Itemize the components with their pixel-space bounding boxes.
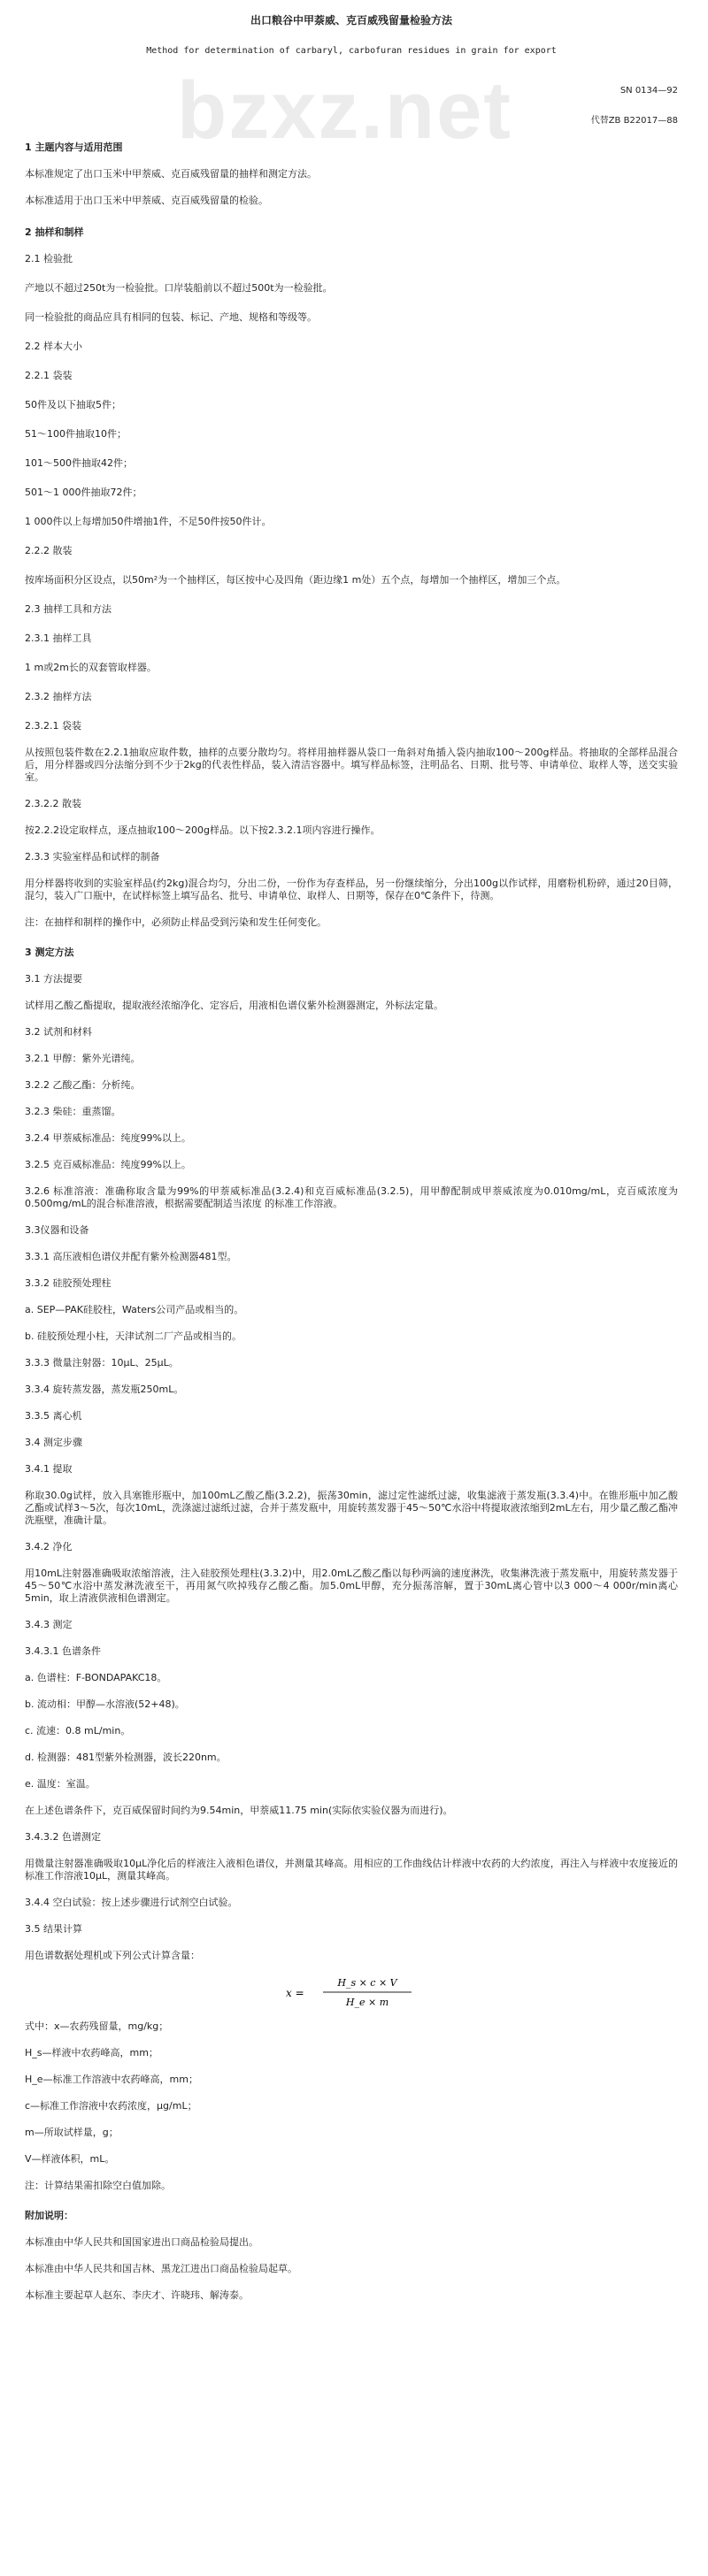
variable-definition: m—所取试样量，g； [25,2127,119,2138]
paragraph: 用色谱数据处理机或下列公式计算含量： [25,1950,200,1961]
subsection-heading: 2.2.2 散装 [25,545,73,556]
paragraph: 本标准由中华人民共和国吉林、黑龙江进出口商品检验局起草。 [25,2263,297,2274]
subsection-heading: 3.5 结果计算 [25,1923,82,1935]
note: 注：在抽样和制样的操作中，必须防止样品受到污染和发生任何变化。 [25,916,327,928]
section-heading: 1 主题内容与适用范围 [25,142,123,153]
subsection-heading: 3.2 试剂和材料 [25,1026,92,1038]
section-3 [25,947,678,2192]
paragraph: 按库场面积分区设点，以50m²为一个抽样区，每区按中心及四角（距边缘1 m处）五个点，每增加一个抽样区，增加三个点。 [25,574,566,586]
list-item: c. 流速：0.8 mL/min。 [25,1725,131,1736]
paragraph: 用10mL注射器准确吸取浓缩溶液，注入硅胶预处理柱(3.3.2)中，用2.0mL乙酸乙酯以每秒两滴的速度淋洗，收集淋洗液于蒸发瓶中，用旋转蒸发器于45～50℃水浴中蒸发淋洗液至干，再用氮气吹掉残存乙酸乙酯。加5.0mL甲醇，充分振荡溶解，置于30mL离心管中以3 000～4 000r/min离心5min，取上清液供液相色谱测定。 [25,1568,678,1604]
subsection-heading: 3.4.1 提取 [25,1463,73,1475]
document-title: 出口粮谷中甲萘威、克百威残留量检验方法 [250,14,452,27]
subsection-heading: 2.3 抽样工具和方法 [25,603,112,615]
variable-definition: 式中：x—农药残留量，mg/kg； [25,2020,169,2032]
paragraph: 用分样器将收到的实验室样品(约2kg)混合均匀，分出二份，一份作为存查样品，另一份继续缩分，分出100g以作试样，用磨粉机粉碎，通过20目筛，混匀，装入广口瓶中，在试样标签上填写品名、批号、申请单位、取样人、日期等，保存在0℃条件下，待测。 [25,878,678,901]
list-item: 3.2.4 甲萘威标准品：纯度99%以上。 [25,1132,191,1144]
standard-code: SN 0134—92 [620,86,678,96]
subsection-heading: 3.1 方法提要 [25,973,82,985]
paragraph: 称取30.0g试样，放入具塞锥形瓶中，加100mL乙酸乙酯(3.2.2)，振荡30min，滤过定性滤纸过滤，收集滤液于蒸发瓶(3.3.4)中。在锥形瓶中加乙酸乙酯或试样3～5次，每次10mL，洗涤滤过滤纸过滤，合并于蒸发瓶中，用旋转蒸发器于45～50℃水浴中将提取液浓缩到2mL左右，用少量乙酸乙酯冲洗瓶壁，准确计量。 [25,1490,678,1526]
note: 注：计算结果需扣除空白值加除。 [25,2180,171,2191]
formula-denominator: H_e × m [345,1997,389,2008]
list-item: 3.2.2 乙酸乙酯：分析纯。 [25,1079,141,1091]
list-item: a. 色谱柱：F-BONDAPAKC18。 [25,1672,167,1683]
subsection-heading: 2.2 样本大小 [25,341,82,352]
section-heading: 3 测定方法 [25,947,74,958]
list-item: 3.3.5 离心机 [25,1410,82,1422]
subsection-heading: 2.3.2.1 袋装 [25,720,81,732]
list-item: 51～100件抽取10件； [25,428,127,440]
variable-definition: H_s—样液中农药峰高，mm； [25,2047,158,2058]
paragraph: 试样用乙酸乙酯提取，提取液经浓缩净化、定容后，用液相色谱仪紫外检测器测定，外标法定量。 [25,1000,443,1011]
subsection-heading: 2.3.2 抽样方法 [25,691,92,702]
formula-numerator: H_s × c × V [337,1977,397,1989]
additional-notes [25,2210,678,2302]
list-item: 50件及以下抽取5件； [25,399,121,410]
list-item: b. 流动相：甲醇—水溶液(52+48)。 [25,1698,185,1710]
paragraph: 按2.2.2设定取样点，逐点抽取100～200g样品。以下按2.3.2.1项内容进行操作。 [25,824,381,836]
subsection-heading: 2.1 检验批 [25,253,73,264]
paragraph: 本标准适用于出口玉米中甲萘威、克百威残留量的检验。 [25,195,268,206]
list-item: b. 硅胶预处理小柱，天津试剂二厂产品或相当的。 [25,1330,242,1342]
paragraph: 本标准主要起草人赵东、李庆才、许晓玮、解涛泰。 [25,2289,249,2301]
list-item: 3.3.3 微量注射器：10μL、25μL。 [25,1357,179,1368]
subsection-heading: 3.4.3.1 色谱条件 [25,1645,101,1657]
formula-lhs: x = [286,1987,304,1999]
subsection-heading: 2.3.3 实验室样品和试样的制备 [25,851,160,862]
section-heading: 附加说明： [25,2210,73,2221]
section-heading: 2 抽样和制样 [25,226,84,238]
formula [25,1973,678,2012]
paragraph: 用微量注射器准确吸取10μL净化后的样液注入液相色谱仪，并测量其峰高。用相应的工作曲线估计样液中农药的大约浓度，再注入与样液中农度接近的标准工作溶液10μL，测量其峰高。 [25,1858,678,1882]
subsection-heading: 2.3.1 抽样工具 [25,632,92,644]
paragraph: 同一检验批的商品应具有相同的包装、标记、产地、规格和等级等。 [25,311,317,323]
subsection-heading: 2.2.1 袋装 [25,370,73,381]
paragraph: 3.4.4 空白试验：按上述步骤进行试剂空白试验。 [25,1897,238,1908]
section-1 [25,142,678,207]
subsection-heading: 3.4 测定步骤 [25,1437,82,1448]
subsection-heading: 3.4.3 测定 [25,1619,73,1630]
formula-graphic [281,1973,422,2012]
list-item: 3.3.1 高压液相色谱仪并配有紫外检测器481型。 [25,1251,237,1262]
list-item: 3.3.4 旋转蒸发器，蒸发瓶250mL。 [25,1384,184,1395]
document-subtitle: Method for determination of carbaryl, carbofuran residues in grain for export [146,46,557,56]
replaces-code: 代替ZB B22017—88 [590,116,678,126]
list-item: e. 温度：室温。 [25,1778,96,1790]
subsection-heading: 2.3.2.2 散装 [25,798,81,809]
paragraph: 本标准规定了出口玉米中甲萘威、克百威残留量的抽样和测定方法。 [25,168,317,180]
list-item: d. 检测器：481型紫外检测器，波长220nm。 [25,1752,227,1763]
list-item: 3.2.5 克百威标准品：纯度99%以上。 [25,1159,191,1170]
section-2 [25,226,678,929]
paragraph: 本标准由中华人民共和国国家进出口商品检验局提出。 [25,2236,258,2248]
paragraph: 在上述色谱条件下，克百威保留时间约为9.54min，甲萘威11.75 min(实际依实验仪器为而进行)。 [25,1805,453,1816]
paragraph: 产地以不超过250t为一检验批。口岸装船前以不超过500t为一检验批。 [25,282,333,294]
list-item: a. SEP—PAK硅胶柱，Waters公司产品或相当的。 [25,1304,244,1315]
subsection-heading: 3.4.3.2 色谱测定 [25,1831,101,1843]
list-item: 501～1 000件抽取72件； [25,487,142,498]
list-item: 3.3.2 硅胶预处理柱 [25,1277,112,1289]
subsection-heading: 3.4.2 净化 [25,1541,73,1552]
variable-definition: H_e—标准工作溶液中农药峰高，mm； [25,2074,198,2085]
watermark: bzxz.net [177,65,512,156]
variable-definition: V—样液体积，mL。 [25,2153,115,2165]
list-item: 3.2.1 甲醇：紫外光谱纯。 [25,1053,141,1064]
list-item: 101～500件抽取42件； [25,457,133,469]
list-item: 3.2.3 柴硅：重蒸馏。 [25,1106,121,1117]
variable-definition: c—标准工作溶液中农药浓度，μg/mL； [25,2100,197,2112]
list-item: 1 000件以上每增加50件增抽1件，不足50件按50件计。 [25,516,272,527]
paragraph: 1 m或2m长的双套管取样器。 [25,662,157,673]
paragraph: 从按照包装件数在2.2.1抽取应取件数，抽样的点要分散均匀。将样用抽样器从袋口一角斜对角插入袋内抽取100～200g样品。将抽取的全部样品混合后，用分样器或四分法缩分到不少于2kg的代表性样品，装入清洁容器中。填写样品标签，注明品名、日期、批号等、申请单位、取样人等，送交实验室。 [25,747,678,783]
subsection-heading: 3.3仪器和设备 [25,1224,89,1236]
paragraph: 3.2.6 标准溶液：准确称取含量为99%的甲萘威标准品(3.2.4)和克百威标准品(3.2.5)，用甲醇配制成甲萘威浓度为0.010mg/mL，克百威浓度为0.500mg/mL的混合标准溶液，根据需要配制适当浓度 的标准工作溶液。 [25,1185,678,1209]
